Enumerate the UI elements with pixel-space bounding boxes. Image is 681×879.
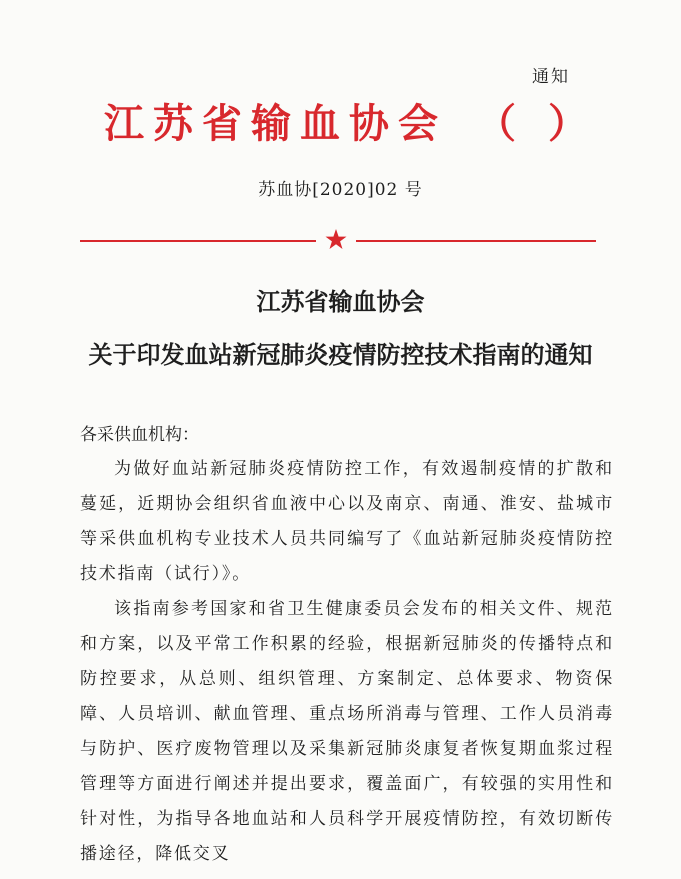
salutation: 各采供血机构：: [80, 425, 199, 445]
red-star-icon: [322, 226, 350, 254]
body-paragraph: 为做好血站新冠肺炎疫情防控工作，有效遏制疫情的扩散和蔓延，近期协会组织省血液中心以及南京、南通、淮安、盐城市等采供血机构专业技术人员共同编写了《血站新冠肺炎疫情防控技术指南（试行）》。: [80, 459, 614, 584]
document-title-line2: 关于印发血站新冠肺炎疫情防控技术指南的通知: [88, 340, 593, 369]
doc-type-label: 通知: [532, 67, 570, 87]
document-title-line1: 江苏省输血协会: [256, 287, 425, 316]
document-number: 苏血协[2020]02 号: [258, 180, 423, 200]
org-title-paren-right: ）: [548, 100, 588, 147]
issuing-org-title: 江苏省输血协会: [104, 100, 447, 147]
org-title-paren-left: （: [476, 100, 516, 147]
body-paragraph: 该指南参考国家和省卫生健康委员会发布的相关文件、规范和方案，以及平常工作积累的经验，根据新冠肺炎的传播特点和防控要求，从总则、组织管理、方案制定、总体要求、物资保障、人员培训、献血管理、重点场所消毒与管理、工作人员消毒与防护、医疗废物管理以及采集新冠肺炎康复者恢复期血浆过程管理等方面进行阐述并提出要求，覆盖面广，有较强的实用性和针对性，为指导各地血站和人员科学开展疫情防控，有效切断传播途径，降低交叉: [80, 599, 614, 864]
divider-line-right: [356, 240, 596, 242]
divider-line-left: [80, 240, 316, 242]
